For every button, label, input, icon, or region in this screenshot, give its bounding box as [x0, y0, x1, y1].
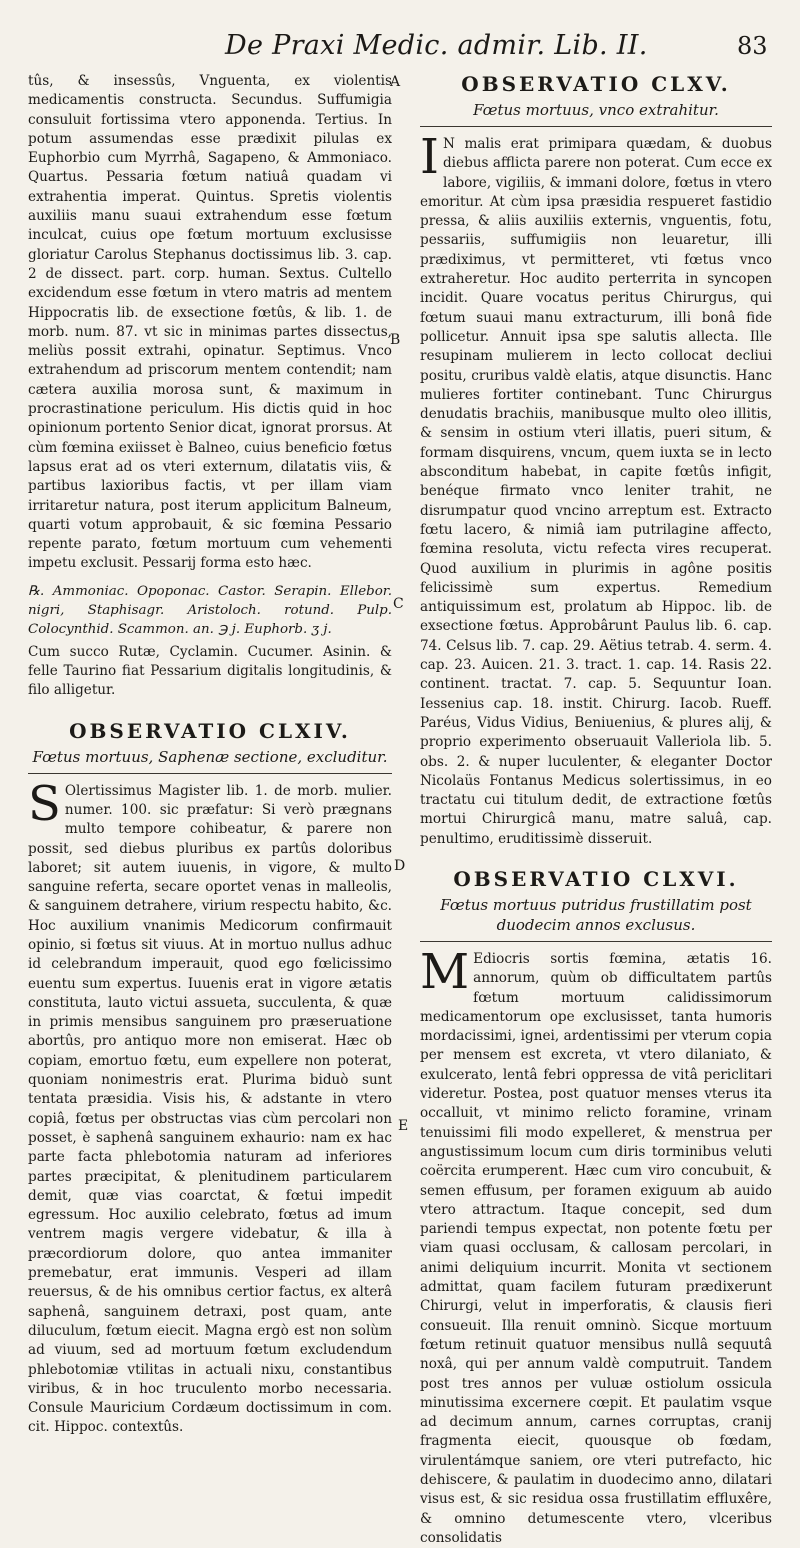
observation-164-text: Olertissimus Magister lib. 1. de morb. mulier. numer. 100. sic præfatur: Si verò prægnans multo tempore cohibeatur, & parere non possit, sed diebus pluribus ex partûs doloribus laboret; sit autem iuuenis, in vigore, & multo sanguine referta, secare oportet venas in malleolis, & sanguinem detrahere, virium respectu habito, &c. Hoc auxilium vnanimis Medicorum confirmauit opinio, si fœtus sit viuus. At in mortuo nullus adhuc id celebrandum imperauit, quod ego fœlicissimo euentu sum expertus. Iuuenis erat in vigore ætatis constituta, lauto victui assueta, succulenta, & quæ in primis mensibus sanguinem pro præseruatione abortûs, pro antiquo more non emiserat. Hæc ob copiam, emortuo fœtu, eum expellere non poterat, quoniam nonimestris erat. Plurima biduò sunt tentata præsidia. Visis his, & adstante in vtero copiâ, fœtus per obstructas vias cùm percolari non posset, è saphenâ sanguinem exhaurio: nam ex hac parte facta phlebotomia naturam ad inferiores partes præcipitat, & plenitudinem particularem demit, quæ vias coarctat, & fœtui impedit egressum. Hoc auxilio celebrato, fœtus ad imum ventrem magis vergere videbatur, & illa à præcordiorum dolore, quo antea immaniter premebatur, erat immunis. Vesperi ad illam reuersus, & de his omnibus certior factus, ex alterâ saphenâ, sanguinem detraxi, post quam, ante diluculum, fœtum eiecit. Magna ergò est non solùm ad viuum, sed ad mortuum fœtum excludendum phlebotomiæ vtilitas in actuali nixu, constantibus viribus, & in hoc truculento morbo necessaria. Consule Mauricium Cordæum doctissimum in com. cit. Hippoc. contextûs. — [28, 782, 392, 1436]
running-title: De Praxi Medic. admir. Lib. II. — [225, 30, 648, 61]
pessary-instructions: Cum succo Rutæ, Cyclamin. Cucumer. Asinin. & felle Taurino fiat Pessarium digitalis longitudinis, & filo alligetur. — [28, 643, 392, 699]
observation-163-continuation: tûs, & insessûs, Vnguenta, ex violentis medicamentis constructa. Secundus. Suffumigia consuluit fortissima vtero apponenda. Tertius. In potum assumendas esse prædixit pilulas ex Euphorbio cum Myrrhâ, Sagapeno, & Ammoniaco. Quartus. Pessaria fœtum natiuâ quadam vi extrahentia imperat. Quintus. Spretis violentis auxiliis manu suaui extrahendum esse fœtum inculcat, cuius ope fœtum mortuum exclusisse gloriatur Carolus Stephanus doctissimus lib. 3. cap. 2 de dissect. part. corp. human. Sextus. Cultello excidendum esse fœtum in vtero matris ad mentem Hippocratis lib. de exsectione fœtûs, & lib. 1. de morb. num. 87. vt sic in minimas partes dissectus, meliùs possit extrahi, opinatur. Septimus. Vnco extrahendum ad priscorum mentem contendit; nam cætera auxilia morosa sunt, & maximum in procrastinatione periculum. His dictis quid in hoc opinionum portento Senior dicat, ignorat prorsus. At cùm fœmina exiisset è Balneo, cuius beneficio fœtus lapsus erat ad os vteri externum, dilatatis viis, & partibus laxioribus factis, vt per illam viam irritaretur natura, post iterum applicitum Balneum, quarti votum approbauit, & sic fœmina Pessario repente parato, fœtum mortuum cum vehementi impetu exclusit. Pessarij forma esto hæc. — [28, 73, 392, 572]
observation-165-heading: OBSERVATIO CLXV. — [461, 72, 731, 96]
margin-letter-c: C — [393, 596, 404, 612]
observation-164-subtitle: Fœtus mortuus, Saphenæ sectione, excluditur. — [28, 747, 392, 774]
running-head — [0, 30, 800, 70]
observation-166-body — [420, 943, 772, 1548]
pessary-recipe: ℞. Ammoniac. Opoponac. Castor. Serapin. Ellebor. nigri, Staphisagr. Aristoloch. rotund. Pulp. Colocynthid. Scammon. an. ℈ j. Euphorb. ʒ j. — [28, 583, 392, 637]
observation-166 — [420, 867, 772, 1548]
margin-letter-e: E — [398, 1118, 409, 1134]
observation-165-subtitle: Fœtus mortuus, vnco extrahitur. — [420, 100, 772, 127]
margin-letter-d: D — [394, 858, 406, 874]
observation-164 — [28, 719, 392, 1438]
margin-letter-a: A — [390, 74, 401, 90]
page-number: 83 — [737, 32, 768, 60]
observation-166-subtitle: Fœtus mortuus putridus frustillatim post duodecim annos exclusus. — [420, 895, 772, 942]
dropcap-m: M — [420, 943, 470, 1000]
observation-165-body — [420, 129, 772, 849]
right-column — [420, 72, 772, 1548]
observation-164-heading: OBSERVATIO CLXIV. — [69, 718, 351, 743]
observation-165 — [420, 72, 772, 849]
observation-166-text: Ediocris sortis fœmina, ætatis 16. annorum, quùm ob difficultatem partûs fœtum mortuum calidissimorum medicamentorum ope exclusisset, tanta humoris mordacissimi, ignei, ardentissimi per vterum copia per mensem est excreta, vt vtero dilaniato, & exulcerato, lentâ febri oppressa de vitâ periclitari videretur. Postea, post quatuor menses vterus ita occalluit, vt minimo relicto foramine, vrinam tenuissimi fili modo expelleret, & menstrua per angustissimum locum cum diris torminibus veluti coërcita erumperent. Hæc cum viro concubuit, & semen effusum, per foramen exiguum ab auido vtero attractum. Itaque concepit, sed dum pariendi tempus expectat, non potente fœtu per viam quasi occlusam, & callosam percolari, in animi deliquium incurrit. Monita vt sectionem admittat, quam facilem futuram prædixerunt Chirurgi, velut in imperforatis, & clausis fieri consueuit. Illa renuit omninò. Sicque mortuum fœtum retinuit quatuor mensibus nullâ sequutâ noxâ, qui per annum valdè computruit. Tandem post tres annos per vuluæ ostiolum ossicula minutissima excernere cœpit. Et paulatim vsque ad decimum annum, carnes corruptas, cranij fragmenta eiecit, quousque ob fœdam, virulentámque saniem, ore vteri putrefacto, hic dehiscere, & paulatim in duodecimo anno, dilatari visus est, & sic residua ossa frustillatim effluxêre, & omnino detumescente vtero, vlceribus consolidatis — [420, 950, 772, 1546]
observation-164-body — [28, 775, 392, 1438]
left-column — [28, 72, 392, 1438]
observation-165-text: N malis erat primipara quædam, & duobus diebus afflicta parere non poterat. Cum ecce ex labore, vigiliis, & immani dolore, fœtus in vtero emoritur. At cùm ipsa præsidia respueret fastidio pressa, & aliis auxiliis externis, vnguentis, fotu, pessariis, suffumigiis non leuaretur, illi prædiximus, vt permitteret, vti fœtus vnco extraheretur. Hoc audito perterrita in syncopen incidit. Quare vocatus peritus Chirurgus, qui fœtum suaui manu extracturum, illi bonâ fide pollicetur. Annuit ipsa spe salutis allecta. Ille resupinam mulierem in lecto collocat decliui positu, cruribus valdè elatis, atque disunctis. Hanc mulieres fortiter continebant. Tunc Chirurgus denudatis brachiis, manibusque multo oleo illitis, & sensim in ostium vteri illatis, pueri situm, & formam disquirens, vncum, quem iuxta se in lecto absconditum habebat, in capite fœtûs infigit, benéque firmato vnco leniter trahit, ne disrumpatur quod vncino arreptum est. Extracto fœtu lacero, & nimiâ iam putrilagine affecto, fœmina resoluta, victu refecta vires recuperat. Quod auxilium in plurimis in agône positis felicissimè sum expertus. Remedium antiquissimum est, prolatum ab Hippoc. lib. de exsectione fœtus. Approbârunt Paulus lib. 6. cap. 74. Celsus lib. 7. cap. 29. Aëtius tetrab. 4. serm. 4. cap. 23. Auicen. 21. 3. tract. 1. cap. 14. Rasis 22. continent. tractat. 7. cap. 5. Sequuntur Ioan. Iessenius cap. 18. instit. Chirurg. Iacob. Rueff. Paréus, Vidus Vidius, Beniuenius, & plures alij, & proprio experimento obseruauit Valleriola lib. 5. obs. 2. & nuper luculenter, & eleganter Doctor Nicolaüs Fontanus Medicus solertissimus, in eo tractatu cui titulum dedit, de extractione fœtûs mortui Chirurgicâ manu, matre saluâ, cap. penultimo, eruditissimè disseruit. — [420, 136, 772, 847]
observation-166-heading: OBSERVATIO CLXVI. — [453, 866, 739, 891]
dropcap-s: S — [28, 775, 61, 832]
margin-letter-b: B — [390, 332, 401, 348]
dropcap-i: I — [420, 129, 439, 185]
